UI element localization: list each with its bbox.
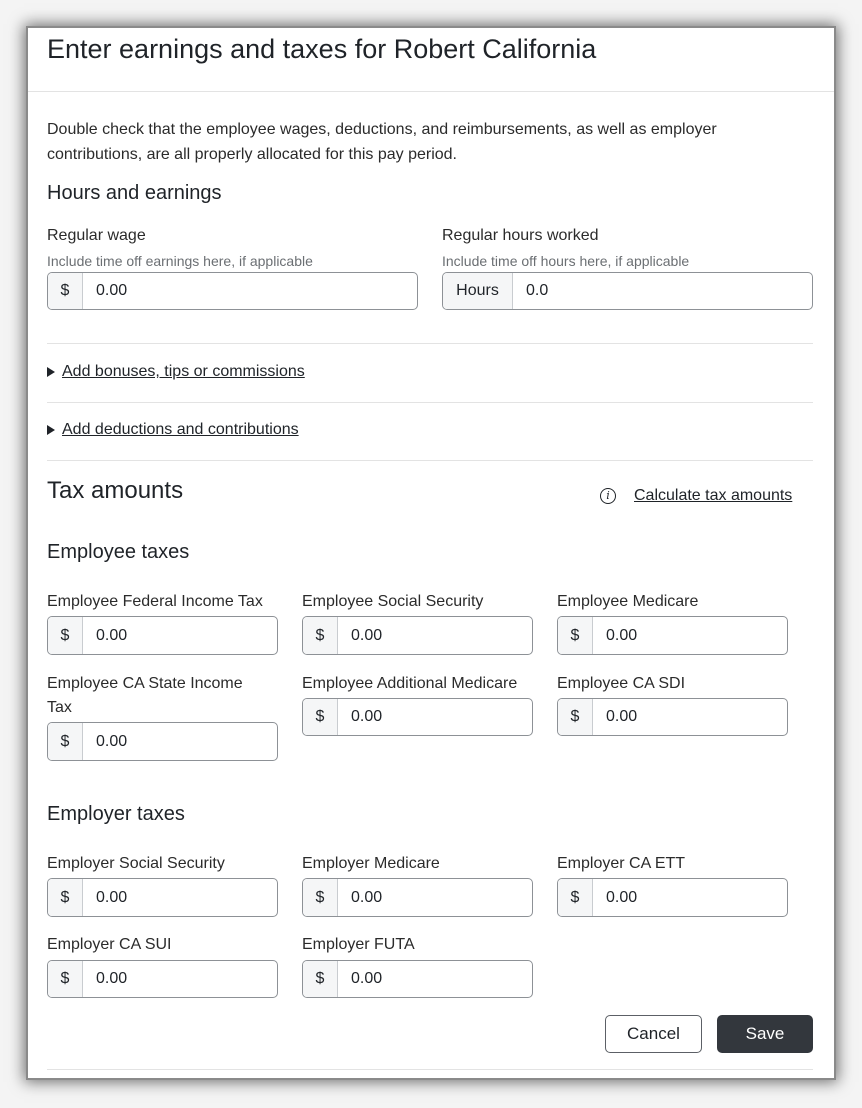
modal-header <box>28 28 834 92</box>
save-button[interactable]: Save <box>717 1015 813 1053</box>
employee-ca-state-income-tax-label-line2: Tax <box>47 699 72 716</box>
employee-social-security-input[interactable] <box>338 617 532 654</box>
currency-prefix: $ <box>558 699 593 735</box>
regular-hours-label: Regular hours worked <box>442 227 599 244</box>
regular-wage-input[interactable] <box>83 273 417 309</box>
currency-prefix: $ <box>303 699 338 735</box>
currency-prefix: $ <box>303 617 338 654</box>
employee-medicare-input[interactable] <box>593 617 787 654</box>
cancel-button[interactable]: Cancel <box>605 1015 702 1053</box>
currency-prefix: $ <box>48 961 83 997</box>
employer-ca-sui-input[interactable] <box>83 961 277 997</box>
employer-medicare-label: Employer Medicare <box>302 855 440 872</box>
employer-ca-ett-field <box>557 878 788 917</box>
employee-additional-medicare-label: Employee Additional Medicare <box>302 675 518 692</box>
currency-prefix: $ <box>48 879 83 916</box>
employer-medicare-field <box>302 878 533 917</box>
employer-social-security-label: Employer Social Security <box>47 855 225 872</box>
employee-ca-sdi-input[interactable] <box>593 699 787 735</box>
divider <box>47 460 813 461</box>
employee-additional-medicare-input[interactable] <box>338 699 532 735</box>
regular-wage-hint: Include time off earnings here, if applicable <box>47 253 313 269</box>
hours-earnings-heading: Hours and earnings <box>47 182 222 204</box>
employer-futa-input[interactable] <box>338 961 532 997</box>
employer-medicare-input[interactable] <box>338 879 532 916</box>
bonuses-disclosure[interactable] <box>47 363 305 381</box>
currency-prefix: $ <box>48 273 83 309</box>
regular-hours-hint: Include time off hours here, if applicable <box>442 253 690 269</box>
caret-right-icon <box>47 425 55 435</box>
modal-title: Enter earnings and taxes for Robert California <box>47 34 597 64</box>
employee-taxes-heading: Employee taxes <box>47 541 190 563</box>
currency-prefix: $ <box>303 879 338 916</box>
employee-medicare-label: Employee Medicare <box>557 593 699 610</box>
employee-ca-state-income-tax-input[interactable] <box>83 723 277 760</box>
employee-medicare-field <box>557 616 788 655</box>
employee-federal-income-tax-field <box>47 616 278 655</box>
regular-hours-field <box>442 272 813 310</box>
employer-ca-ett-label: Employer CA ETT <box>557 855 686 872</box>
tax-amounts-heading: Tax amounts <box>47 477 184 504</box>
employer-social-security-field <box>47 878 278 917</box>
intro-text: Double check that the employee wages, deductions, and reimbursements, as well as employer contributions, are all properly allocated for this pay period. <box>47 121 717 163</box>
currency-prefix: $ <box>48 617 83 654</box>
currency-prefix: $ <box>558 879 593 916</box>
regular-hours-input[interactable] <box>513 273 812 309</box>
divider <box>47 402 813 403</box>
currency-prefix: $ <box>303 961 338 997</box>
calculate-tax-link[interactable]: Calculate tax amounts <box>634 487 793 504</box>
employer-taxes-heading: Employer taxes <box>47 803 185 825</box>
employee-social-security-field <box>302 616 533 655</box>
employee-federal-income-tax-label: Employee Federal Income Tax <box>47 593 263 610</box>
info-icon: i <box>600 488 616 504</box>
employer-social-security-input[interactable] <box>83 879 277 916</box>
employer-futa-label: Employer FUTA <box>302 936 415 953</box>
employee-additional-medicare-field <box>302 698 533 736</box>
deductions-disclosure[interactable] <box>47 421 299 439</box>
regular-wage-label: Regular wage <box>47 227 146 244</box>
employee-ca-state-income-tax-field <box>47 722 278 761</box>
employee-ca-sdi-field <box>557 698 788 736</box>
employer-ca-ett-input[interactable] <box>593 879 787 916</box>
employee-ca-sdi-label: Employee CA SDI <box>557 675 686 692</box>
employer-ca-sui-label: Employer CA SUI <box>47 936 172 953</box>
hours-prefix: Hours <box>443 273 513 309</box>
employee-federal-income-tax-input[interactable] <box>83 617 277 654</box>
caret-right-icon <box>47 367 55 377</box>
currency-prefix: $ <box>48 723 83 760</box>
currency-prefix: $ <box>558 617 593 654</box>
employer-ca-sui-field <box>47 960 278 998</box>
deductions-link[interactable]: Add deductions and contributions <box>62 421 299 438</box>
employer-futa-field <box>302 960 533 998</box>
bonuses-link[interactable]: Add bonuses, tips or commissions <box>62 363 305 380</box>
regular-wage-field <box>47 272 418 310</box>
employee-ca-state-income-tax-label-line1: Employee CA State Income <box>47 675 243 692</box>
divider <box>47 343 813 344</box>
employee-social-security-label: Employee Social Security <box>302 593 484 610</box>
footer-divider <box>47 1069 813 1070</box>
earnings-taxes-modal <box>28 28 834 1078</box>
